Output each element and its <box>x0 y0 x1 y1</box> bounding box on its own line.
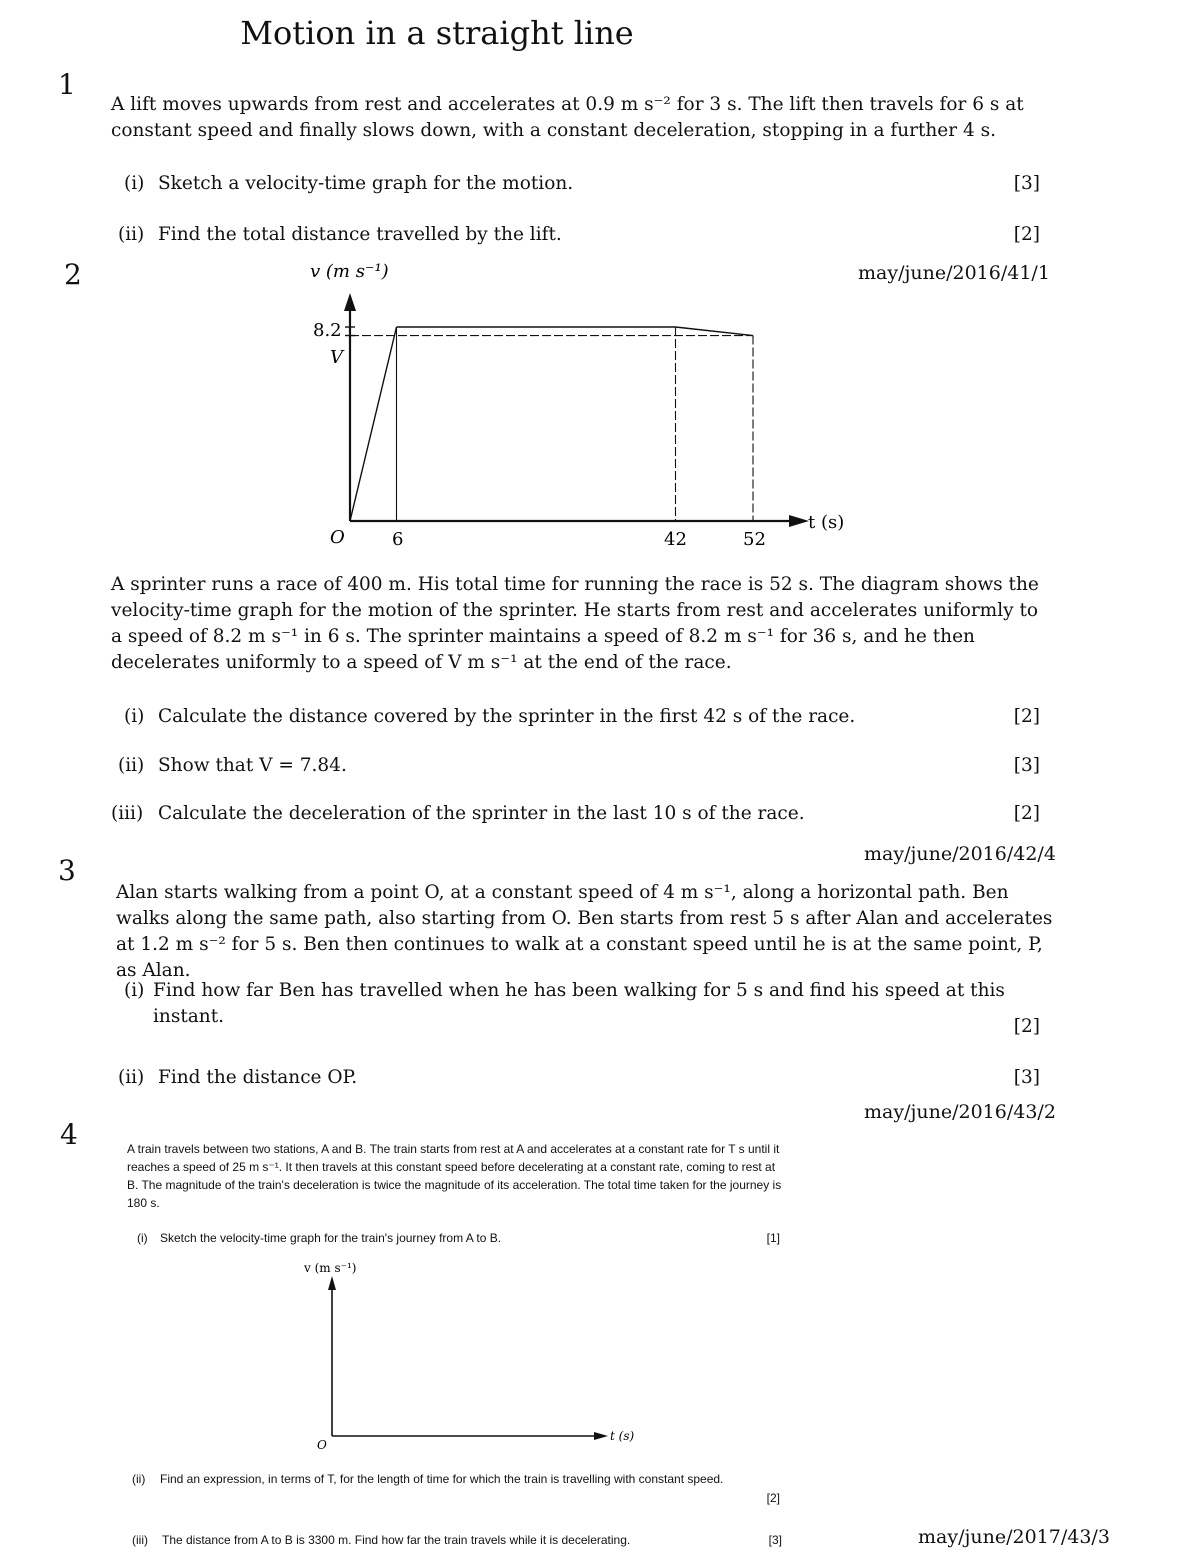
q2-ytick-label-V: V <box>330 347 343 368</box>
q4-graph-xlabel: t (s) <box>610 1429 635 1443</box>
q4-part-iii-marks: [3] <box>768 1533 782 1547</box>
q1-part-i-label: (i) <box>124 173 145 194</box>
q2-part-i-label: (i) <box>124 706 145 727</box>
q2-source-reference: may/june/2016/42/4 <box>864 843 1056 865</box>
q1-part-ii-text: Find the total distance travelled by the lift. <box>158 224 562 245</box>
q3-source-reference: may/june/2016/43/2 <box>864 1101 1056 1123</box>
q4-part-ii-text: Find an expression, in terms of T, for the length of time for which the train is travelling with constant speed. <box>160 1472 724 1486</box>
question-2-text: A sprinter runs a race of 400 m. His total time for running the race is 52 s. The diagram shows the velocity-time graph for the motion of the sprinter. He starts from rest and accelerates uniformly to a speed of 8.2 m s⁻¹ in 6 s. The sprinter maintains a speed of 8.2 m s⁻¹ for 36 s, and he then decelerates uniformly to a speed of V m s⁻¹ at the end of the race. <box>111 574 1039 673</box>
q2-part-ii-label: (ii) <box>118 755 145 776</box>
question-3-number: 3 <box>58 854 76 887</box>
q2-part-i-text: Calculate the distance covered by the sprinter in the first 42 s of the race. <box>158 706 856 727</box>
q4-part-i-text: Sketch the velocity-time graph for the train's journey from A to B. <box>160 1231 502 1245</box>
question-1-number: 1 <box>58 68 76 101</box>
q2-xtick-label-42: 42 <box>664 529 687 550</box>
q1-part-ii-marks: [2] <box>1013 224 1040 245</box>
q4-part-i-label: (i) <box>137 1231 148 1245</box>
question-4-text: A train travels between two stations, A and B. The train starts from rest at A and accelerates at a constant rate for T s until it reaches a speed of 25 m s⁻¹. It then travels at this constant speed before decelerating at a constant rate, coming to rest at B. The magnitude of the train's deceleration is twice the magnitude of its acceleration. The total time taken for the journey is 180 s. <box>127 1142 782 1210</box>
q2-graph-xlabel: t (s) <box>808 512 845 533</box>
q2-xtick-label-6: 6 <box>392 529 404 550</box>
q4-part-ii-label: (ii) <box>132 1472 146 1486</box>
q4-part-i-marks: [1] <box>766 1231 780 1245</box>
q2-x-axis-arrow <box>789 515 809 527</box>
q4-part-iii-label: (iii) <box>132 1533 148 1547</box>
question-4-number: 4 <box>60 1118 78 1151</box>
q4-velocity-time-axes <box>290 1256 650 1456</box>
q2-graph-plot <box>344 293 809 527</box>
q4-part-iii-text: The distance from A to B is 3300 m. Find how far the train travels while it is decelerating. <box>162 1533 631 1547</box>
q4-source-reference: may/june/2017/43/3 <box>918 1526 1110 1548</box>
q3-part-i-label: (i) <box>124 980 145 1001</box>
q2-velocity-segment-3 <box>676 327 754 336</box>
q4-graph-origin: O <box>317 1438 327 1452</box>
q2-part-i-marks: [2] <box>1013 706 1040 727</box>
q2-part-iii-label: (iii) <box>111 803 144 824</box>
q3-part-i-marks: [2] <box>1013 1016 1040 1037</box>
page-title: Motion in a straight line <box>240 14 634 52</box>
q2-velocity-segment-1 <box>350 327 397 521</box>
q2-graph-ylabel: v (m s⁻¹) <box>310 261 389 282</box>
q2-y-axis-arrow <box>344 293 356 311</box>
q2-part-iii-marks: [2] <box>1013 803 1040 824</box>
q4-graph-ylabel: v (m s⁻¹) <box>304 1261 357 1275</box>
q2-velocity-time-graph <box>300 255 860 555</box>
q2-part-ii-marks: [3] <box>1013 755 1040 776</box>
q2-part-ii-text: Show that V = 7.84. <box>158 755 347 776</box>
q1-part-i-text: Sketch a velocity-time graph for the motion. <box>158 173 574 194</box>
q4-x-axis-arrow <box>594 1432 608 1440</box>
q2-ytick-label-8-2: 8.2 <box>313 320 342 341</box>
q4-part-ii-marks: [2] <box>766 1491 780 1505</box>
question-3-text: Alan starts walking from a point O, at a constant speed of 4 m s⁻¹, along a horizontal path. Ben walks along the same path, also starting from O. Ben starts from rest 5 s after Alan and accelerates at 1.2 m s⁻² for 5 s. Ben then continues to walk at a constant speed until he is at the same point, P, as Alan. <box>116 882 1053 981</box>
q2-xtick-label-52: 52 <box>743 529 766 550</box>
q3-part-ii-label: (ii) <box>118 1067 145 1088</box>
q1-part-i-marks: [3] <box>1013 173 1040 194</box>
q3-part-ii-text: Find the distance OP. <box>158 1067 358 1088</box>
q4-y-axis-arrow <box>328 1276 336 1290</box>
q3-part-ii-marks: [3] <box>1013 1067 1040 1088</box>
q2-graph-origin: O <box>330 527 345 548</box>
q1-source-reference: may/june/2016/41/1 <box>858 262 1050 284</box>
q3-part-i-text: Find how far Ben has travelled when he has been walking for 5 s and find his speed at this instant. <box>153 980 1005 1027</box>
q1-part-ii-label: (ii) <box>118 224 145 245</box>
question-1-text: A lift moves upwards from rest and accelerates at 0.9 m s⁻² for 3 s. The lift then travels for 6 s at constant speed and finally slows down, with a constant deceleration, stopping in a further 4 s. <box>111 94 1024 141</box>
q2-part-iii-text: Calculate the deceleration of the sprinter in the last 10 s of the race. <box>158 803 805 824</box>
question-2-number: 2 <box>64 258 82 291</box>
